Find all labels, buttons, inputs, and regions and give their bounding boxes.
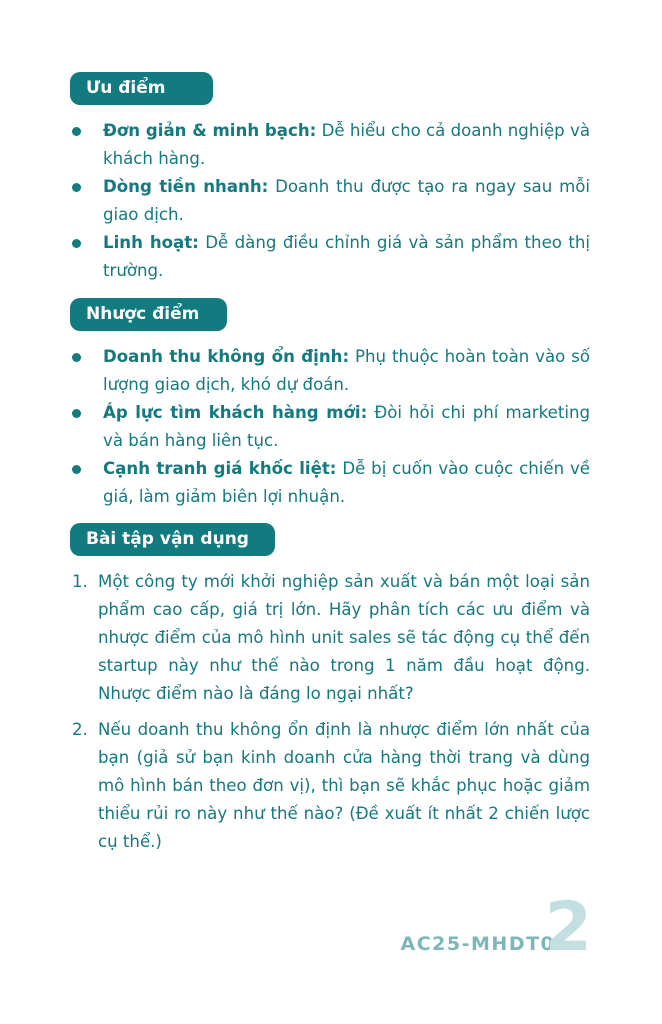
- item-term: Đơn giản & minh bạch:: [103, 121, 317, 140]
- exercise-item: [72, 568, 590, 708]
- item-term: Dòng tiền nhanh:: [103, 177, 269, 196]
- bullet-icon: [72, 409, 81, 418]
- bullet-icon: [72, 127, 81, 136]
- item-text: Dễ bị cuốn vào cuộc chiến về giá, làm giảm biên lợi nhuận.: [103, 459, 590, 506]
- list-item: [72, 117, 590, 173]
- page-number: 2: [544, 888, 592, 967]
- exercise-item: [72, 716, 590, 856]
- item-number: 2.: [72, 720, 88, 739]
- list-item: [72, 455, 590, 511]
- item-term: Doanh thu không ổn định:: [103, 347, 350, 366]
- item-text: Phụ thuộc hoàn toàn vào số lượng giao dịch, khó dự đoán.: [103, 347, 590, 394]
- list-item: [72, 399, 590, 455]
- item-number: 1.: [72, 572, 88, 591]
- item-text: Doanh thu được tạo ra ngay sau mỗi giao dịch.: [103, 177, 590, 224]
- item-text: Một công ty mới khởi nghiệp sản xuất và bán một loại sản phẩm cao cấp, giá trị lớn. Hãy phân tích các ưu điểm và nhược điểm của mô hình unit sales sẽ tác động cụ thể đến startup này như thế nào trong 1 năm đầu hoạt động. Nhược điểm nào là đáng lo ngại nhất?: [98, 572, 590, 703]
- list-item: [72, 229, 590, 285]
- exercises-list: [72, 568, 590, 864]
- section-heading-advantages: Ưu điểm: [70, 72, 213, 105]
- list-item: [72, 173, 590, 229]
- item-text: Đòi hỏi chi phí marketing và bán hàng liên tục.: [103, 403, 590, 450]
- item-text: Nếu doanh thu không ổn định là nhược điểm lớn nhất của bạn (giả sử bạn kinh doanh cửa hàng thời trang và dùng mô hình bán theo đơn vị), thì bạn sẽ khắc phục hoặc giảm thiểu rủi ro này như thế nào? (Đề xuất ít nhất 2 chiến lược cụ thể.): [98, 720, 590, 851]
- item-text: Dễ hiểu cho cả doanh nghiệp và khách hàng.: [103, 121, 590, 168]
- item-term: Linh hoạt:: [103, 233, 199, 252]
- list-item: [72, 343, 590, 399]
- bullet-icon: [72, 465, 81, 474]
- disadvantages-list: [72, 343, 590, 511]
- section-heading-disadvantages: Nhược điểm: [70, 298, 227, 331]
- bullet-icon: [72, 239, 81, 248]
- bullet-icon: [72, 353, 81, 362]
- item-term: Cạnh tranh giá khốc liệt:: [103, 459, 337, 478]
- bullet-icon: [72, 183, 81, 192]
- item-term: Áp lực tìm khách hàng mới:: [103, 403, 368, 422]
- advantages-list: [72, 117, 590, 285]
- document-code: AC25-MHDT01: [400, 933, 570, 955]
- item-text: Dễ dàng điều chỉnh giá và sản phẩm theo thị trường.: [103, 233, 590, 280]
- section-heading-exercises: Bài tập vận dụng: [70, 523, 275, 556]
